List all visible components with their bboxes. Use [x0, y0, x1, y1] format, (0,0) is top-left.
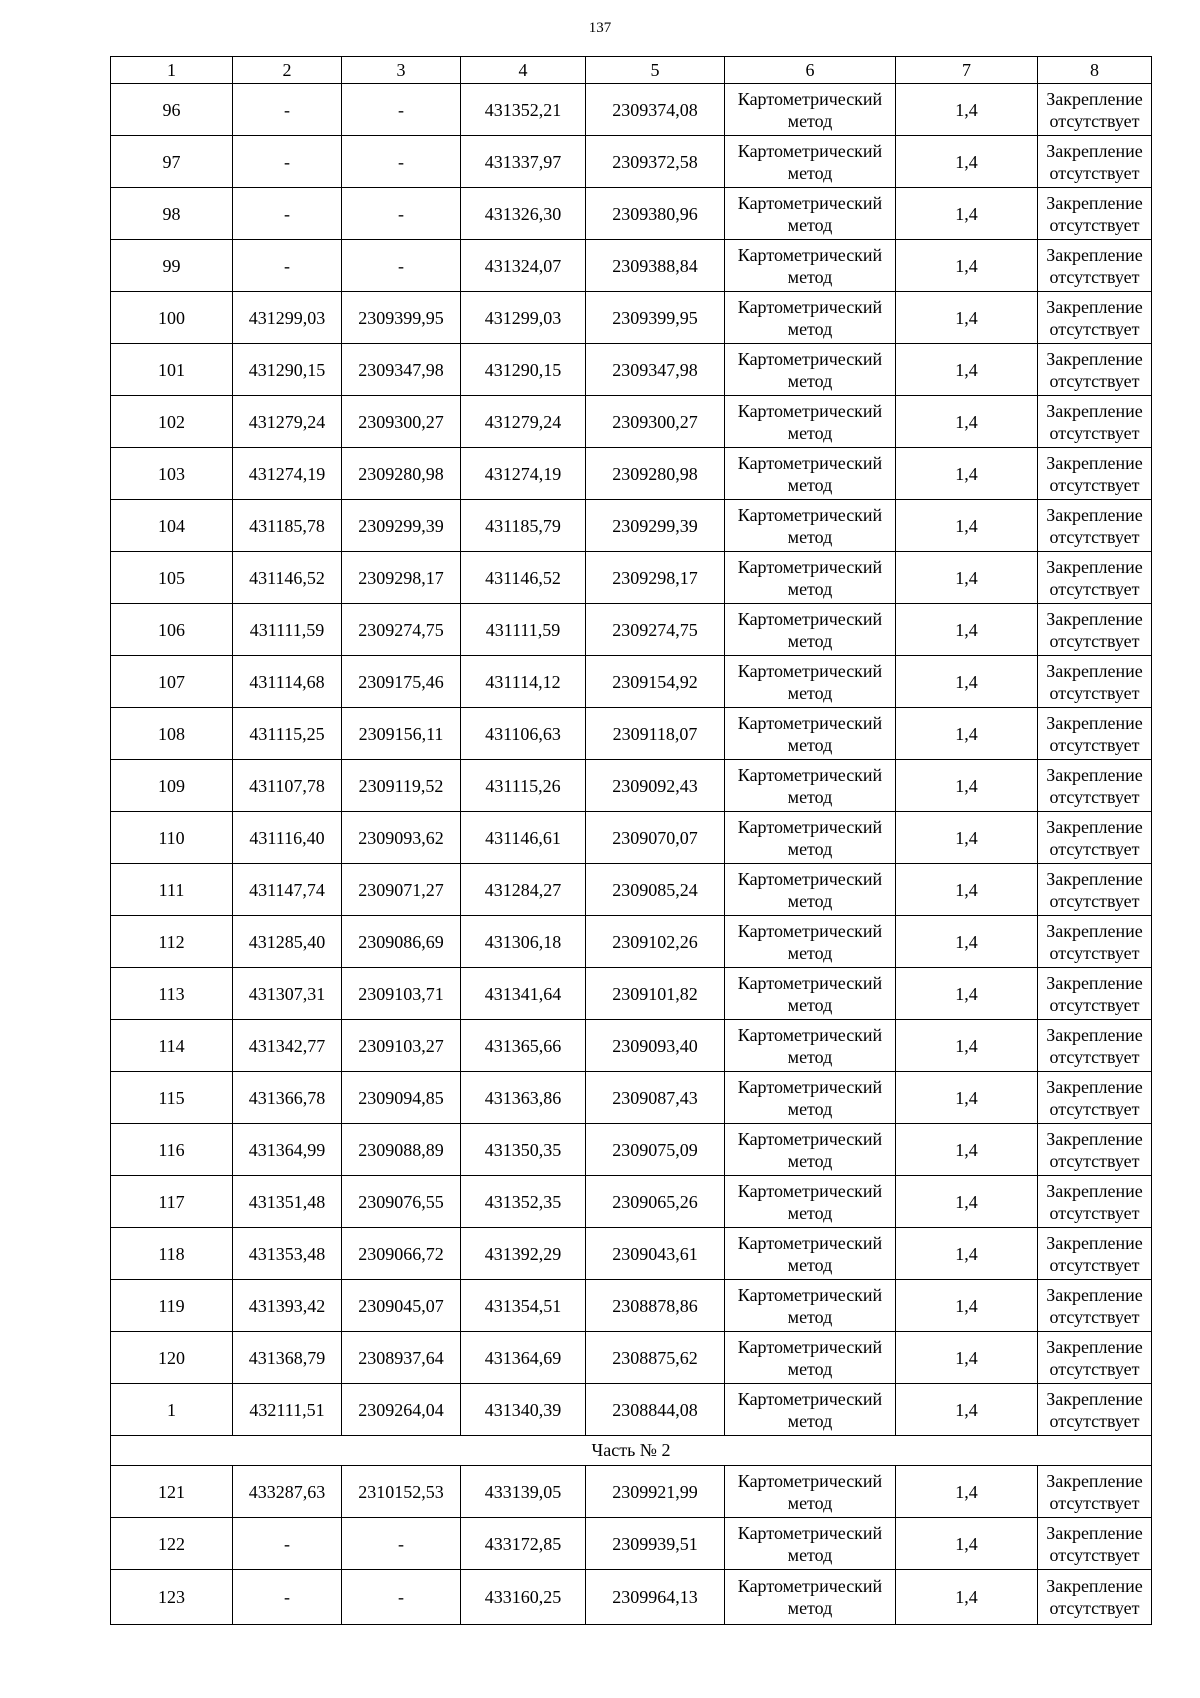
new-y-cell: 2309374,08 — [586, 84, 725, 136]
fixing-cell: Закрепление отсутствует — [1038, 396, 1152, 448]
old-x-cell: - — [233, 240, 342, 292]
accuracy-cell: 1,4 — [896, 552, 1038, 604]
table-row — [111, 1228, 1152, 1280]
new-x-cell: 433172,85 — [461, 1518, 586, 1570]
accuracy-cell: 1,4 — [896, 1124, 1038, 1176]
old-y-cell: - — [342, 84, 461, 136]
method-cell: Картометрический метод — [725, 708, 896, 760]
old-x-cell: 431364,99 — [233, 1124, 342, 1176]
column-header: 1 — [111, 57, 233, 84]
method-cell: Картометрический метод — [725, 1176, 896, 1228]
method-cell: Картометрический метод — [725, 500, 896, 552]
old-x-cell: 431342,77 — [233, 1020, 342, 1072]
new-y-cell: 2309075,09 — [586, 1124, 725, 1176]
old-y-cell: 2309045,07 — [342, 1280, 461, 1332]
new-x-cell: 431111,59 — [461, 604, 586, 656]
new-y-cell: 2309093,40 — [586, 1020, 725, 1072]
table-row — [111, 344, 1152, 396]
accuracy-cell: 1,4 — [896, 188, 1038, 240]
table-row — [111, 916, 1152, 968]
old-x-cell: 431307,31 — [233, 968, 342, 1020]
fixing-cell: Закрепление отсутствует — [1038, 500, 1152, 552]
old-x-cell: 431116,40 — [233, 812, 342, 864]
point-number-cell: 120 — [111, 1332, 233, 1384]
accuracy-cell: 1,4 — [896, 968, 1038, 1020]
accuracy-cell: 1,4 — [896, 760, 1038, 812]
old-x-cell: 431114,68 — [233, 656, 342, 708]
column-header: 5 — [586, 57, 725, 84]
column-header: 7 — [896, 57, 1038, 84]
old-y-cell: 2309299,39 — [342, 500, 461, 552]
old-x-cell: 431285,40 — [233, 916, 342, 968]
table-row — [111, 1280, 1152, 1332]
new-x-cell: 431352,35 — [461, 1176, 586, 1228]
old-x-cell: 431351,48 — [233, 1176, 342, 1228]
accuracy-cell: 1,4 — [896, 84, 1038, 136]
column-header: 6 — [725, 57, 896, 84]
fixing-cell: Закрепление отсутствует — [1038, 1228, 1152, 1280]
fixing-cell: Закрепление отсутствует — [1038, 1280, 1152, 1332]
fixing-cell: Закрепление отсутствует — [1038, 1332, 1152, 1384]
fixing-cell: Закрепление отсутствует — [1038, 344, 1152, 396]
table-row — [111, 760, 1152, 812]
old-x-cell: 431279,24 — [233, 396, 342, 448]
accuracy-cell: 1,4 — [896, 344, 1038, 396]
new-y-cell: 2309085,24 — [586, 864, 725, 916]
old-x-cell: 431290,15 — [233, 344, 342, 396]
new-x-cell: 431299,03 — [461, 292, 586, 344]
point-number-cell: 96 — [111, 84, 233, 136]
old-y-cell: 2309066,72 — [342, 1228, 461, 1280]
new-y-cell: 2308875,62 — [586, 1332, 725, 1384]
accuracy-cell: 1,4 — [896, 1228, 1038, 1280]
fixing-cell: Закрепление отсутствует — [1038, 1124, 1152, 1176]
new-y-cell: 2309372,58 — [586, 136, 725, 188]
old-x-cell: 431366,78 — [233, 1072, 342, 1124]
new-x-cell: 431354,51 — [461, 1280, 586, 1332]
fixing-cell: Закрепление отсутствует — [1038, 604, 1152, 656]
new-y-cell: 2309070,07 — [586, 812, 725, 864]
accuracy-cell: 1,4 — [896, 1384, 1038, 1436]
table-row — [111, 136, 1152, 188]
old-y-cell: - — [342, 1570, 461, 1625]
table-row — [111, 812, 1152, 864]
new-x-cell: 431274,19 — [461, 448, 586, 500]
old-y-cell: 2309103,27 — [342, 1020, 461, 1072]
point-number-cell: 121 — [111, 1466, 233, 1518]
new-x-cell: 431306,18 — [461, 916, 586, 968]
table-row — [111, 500, 1152, 552]
new-x-cell: 431185,79 — [461, 500, 586, 552]
fixing-cell: Закрепление отсутствует — [1038, 708, 1152, 760]
accuracy-cell: 1,4 — [896, 136, 1038, 188]
table-row — [111, 968, 1152, 1020]
point-number-cell: 110 — [111, 812, 233, 864]
new-y-cell: 2309118,07 — [586, 708, 725, 760]
new-y-cell: 2309101,82 — [586, 968, 725, 1020]
fixing-cell: Закрепление отсутствует — [1038, 1072, 1152, 1124]
new-y-cell: 2309298,17 — [586, 552, 725, 604]
old-y-cell: 2309088,89 — [342, 1124, 461, 1176]
old-x-cell: 431147,74 — [233, 864, 342, 916]
fixing-cell: Закрепление отсутствует — [1038, 448, 1152, 500]
old-y-cell: - — [342, 1518, 461, 1570]
method-cell: Картометрический метод — [725, 1570, 896, 1625]
fixing-cell: Закрепление отсутствует — [1038, 656, 1152, 708]
old-y-cell: 2309119,52 — [342, 760, 461, 812]
new-x-cell: 431341,64 — [461, 968, 586, 1020]
method-cell: Картометрический метод — [725, 1466, 896, 1518]
new-x-cell: 431146,61 — [461, 812, 586, 864]
table-row — [111, 396, 1152, 448]
new-x-cell: 431290,15 — [461, 344, 586, 396]
point-number-cell: 104 — [111, 500, 233, 552]
method-cell: Картометрический метод — [725, 292, 896, 344]
column-header: 2 — [233, 57, 342, 84]
new-x-cell: 431324,07 — [461, 240, 586, 292]
old-x-cell: 431115,25 — [233, 708, 342, 760]
table-row — [111, 1466, 1152, 1518]
new-x-cell: 431326,30 — [461, 188, 586, 240]
point-number-cell: 102 — [111, 396, 233, 448]
accuracy-cell: 1,4 — [896, 1466, 1038, 1518]
method-cell: Картометрический метод — [725, 1384, 896, 1436]
point-number-cell: 111 — [111, 864, 233, 916]
fixing-cell: Закрепление отсутствует — [1038, 84, 1152, 136]
table-row — [111, 552, 1152, 604]
accuracy-cell: 1,4 — [896, 1280, 1038, 1332]
new-x-cell: 431352,21 — [461, 84, 586, 136]
old-x-cell: - — [233, 1570, 342, 1625]
new-y-cell: 2308878,86 — [586, 1280, 725, 1332]
new-y-cell: 2309102,26 — [586, 916, 725, 968]
new-y-cell: 2309300,27 — [586, 396, 725, 448]
point-number-cell: 123 — [111, 1570, 233, 1625]
point-number-cell: 113 — [111, 968, 233, 1020]
old-y-cell: 2310152,53 — [342, 1466, 461, 1518]
new-y-cell: 2309388,84 — [586, 240, 725, 292]
point-number-cell: 105 — [111, 552, 233, 604]
table-row — [111, 1384, 1152, 1436]
old-y-cell: 2309071,27 — [342, 864, 461, 916]
fixing-cell: Закрепление отсутствует — [1038, 1466, 1152, 1518]
new-x-cell: 433160,25 — [461, 1570, 586, 1625]
old-x-cell: 431111,59 — [233, 604, 342, 656]
section-row — [111, 1436, 1152, 1466]
table-row — [111, 1570, 1152, 1625]
old-y-cell: 2309076,55 — [342, 1176, 461, 1228]
accuracy-cell: 1,4 — [896, 604, 1038, 656]
fixing-cell: Закрепление отсутствует — [1038, 812, 1152, 864]
old-x-cell: - — [233, 1518, 342, 1570]
old-x-cell: 431353,48 — [233, 1228, 342, 1280]
old-y-cell: 2309280,98 — [342, 448, 461, 500]
accuracy-cell: 1,4 — [896, 240, 1038, 292]
method-cell: Картометрический метод — [725, 656, 896, 708]
old-y-cell: 2309156,11 — [342, 708, 461, 760]
old-x-cell: - — [233, 136, 342, 188]
new-y-cell: 2309092,43 — [586, 760, 725, 812]
table-row — [111, 1332, 1152, 1384]
fixing-cell: Закрепление отсутствует — [1038, 240, 1152, 292]
method-cell: Картометрический метод — [725, 240, 896, 292]
accuracy-cell: 1,4 — [896, 396, 1038, 448]
old-y-cell: 2309274,75 — [342, 604, 461, 656]
method-cell: Картометрический метод — [725, 604, 896, 656]
coordinates-table — [110, 56, 1152, 1625]
method-cell: Картометрический метод — [725, 1518, 896, 1570]
method-cell: Картометрический метод — [725, 916, 896, 968]
column-header: 3 — [342, 57, 461, 84]
point-number-cell: 107 — [111, 656, 233, 708]
table-row — [111, 292, 1152, 344]
table-row — [111, 1518, 1152, 1570]
accuracy-cell: 1,4 — [896, 1570, 1038, 1625]
new-y-cell: 2309087,43 — [586, 1072, 725, 1124]
fixing-cell: Закрепление отсутствует — [1038, 552, 1152, 604]
old-y-cell: 2309103,71 — [342, 968, 461, 1020]
fixing-cell: Закрепление отсутствует — [1038, 136, 1152, 188]
new-x-cell: 431392,29 — [461, 1228, 586, 1280]
old-y-cell: 2309094,85 — [342, 1072, 461, 1124]
table-row — [111, 864, 1152, 916]
method-cell: Картометрический метод — [725, 448, 896, 500]
table-row — [111, 448, 1152, 500]
new-x-cell: 431279,24 — [461, 396, 586, 448]
table-row — [111, 240, 1152, 292]
new-y-cell: 2309280,98 — [586, 448, 725, 500]
column-header: 4 — [461, 57, 586, 84]
column-header: 8 — [1038, 57, 1152, 84]
new-y-cell: 2309274,75 — [586, 604, 725, 656]
point-number-cell: 112 — [111, 916, 233, 968]
old-x-cell: 433287,63 — [233, 1466, 342, 1518]
method-cell: Картометрический метод — [725, 1332, 896, 1384]
old-x-cell: 431146,52 — [233, 552, 342, 604]
table-row — [111, 1020, 1152, 1072]
point-number-cell: 1 — [111, 1384, 233, 1436]
old-x-cell: - — [233, 84, 342, 136]
method-cell: Картометрический метод — [725, 812, 896, 864]
accuracy-cell: 1,4 — [896, 500, 1038, 552]
accuracy-cell: 1,4 — [896, 656, 1038, 708]
table-body — [111, 57, 1152, 1625]
accuracy-cell: 1,4 — [896, 448, 1038, 500]
point-number-cell: 108 — [111, 708, 233, 760]
old-y-cell: - — [342, 136, 461, 188]
new-x-cell: 431363,86 — [461, 1072, 586, 1124]
old-x-cell: 431299,03 — [233, 292, 342, 344]
point-number-cell: 103 — [111, 448, 233, 500]
method-cell: Картометрический метод — [725, 1228, 896, 1280]
accuracy-cell: 1,4 — [896, 1020, 1038, 1072]
new-y-cell: 2308844,08 — [586, 1384, 725, 1436]
new-x-cell: 431350,35 — [461, 1124, 586, 1176]
point-number-cell: 99 — [111, 240, 233, 292]
old-y-cell: 2309086,69 — [342, 916, 461, 968]
table-row — [111, 656, 1152, 708]
new-x-cell: 431365,66 — [461, 1020, 586, 1072]
section-label: Часть № 2 — [111, 1436, 1152, 1466]
table-row — [111, 1176, 1152, 1228]
table-row — [111, 604, 1152, 656]
new-x-cell: 431106,63 — [461, 708, 586, 760]
point-number-cell: 101 — [111, 344, 233, 396]
fixing-cell: Закрепление отсутствует — [1038, 1570, 1152, 1625]
method-cell: Картометрический метод — [725, 396, 896, 448]
old-y-cell: - — [342, 188, 461, 240]
method-cell: Картометрический метод — [725, 1072, 896, 1124]
new-y-cell: 2309154,92 — [586, 656, 725, 708]
point-number-cell: 106 — [111, 604, 233, 656]
old-y-cell: 2308937,64 — [342, 1332, 461, 1384]
old-y-cell: 2309347,98 — [342, 344, 461, 396]
table-row — [111, 1072, 1152, 1124]
fixing-cell: Закрепление отсутствует — [1038, 1020, 1152, 1072]
point-number-cell: 118 — [111, 1228, 233, 1280]
old-x-cell: - — [233, 188, 342, 240]
old-y-cell: - — [342, 240, 461, 292]
table-row — [111, 84, 1152, 136]
method-cell: Картометрический метод — [725, 136, 896, 188]
old-y-cell: 2309399,95 — [342, 292, 461, 344]
point-number-cell: 109 — [111, 760, 233, 812]
method-cell: Картометрический метод — [725, 552, 896, 604]
new-x-cell: 431114,12 — [461, 656, 586, 708]
new-y-cell: 2309921,99 — [586, 1466, 725, 1518]
point-number-cell: 98 — [111, 188, 233, 240]
accuracy-cell: 1,4 — [896, 292, 1038, 344]
new-x-cell: 431146,52 — [461, 552, 586, 604]
point-number-cell: 119 — [111, 1280, 233, 1332]
fixing-cell: Закрепление отсутствует — [1038, 916, 1152, 968]
header-row — [111, 57, 1152, 84]
accuracy-cell: 1,4 — [896, 812, 1038, 864]
fixing-cell: Закрепление отсутствует — [1038, 292, 1152, 344]
accuracy-cell: 1,4 — [896, 1332, 1038, 1384]
old-x-cell: 431393,42 — [233, 1280, 342, 1332]
accuracy-cell: 1,4 — [896, 1518, 1038, 1570]
old-y-cell: 2309175,46 — [342, 656, 461, 708]
table-row — [111, 1124, 1152, 1176]
method-cell: Картометрический метод — [725, 344, 896, 396]
old-y-cell: 2309264,04 — [342, 1384, 461, 1436]
fixing-cell: Закрепление отсутствует — [1038, 1384, 1152, 1436]
old-x-cell: 431368,79 — [233, 1332, 342, 1384]
new-x-cell: 431364,69 — [461, 1332, 586, 1384]
table-row — [111, 188, 1152, 240]
method-cell: Картометрический метод — [725, 188, 896, 240]
method-cell: Картометрический метод — [725, 760, 896, 812]
old-y-cell: 2309300,27 — [342, 396, 461, 448]
new-y-cell: 2309347,98 — [586, 344, 725, 396]
method-cell: Картометрический метод — [725, 1280, 896, 1332]
method-cell: Картометрический метод — [725, 968, 896, 1020]
method-cell: Картометрический метод — [725, 864, 896, 916]
new-y-cell: 2309043,61 — [586, 1228, 725, 1280]
old-y-cell: 2309093,62 — [342, 812, 461, 864]
fixing-cell: Закрепление отсутствует — [1038, 864, 1152, 916]
point-number-cell: 117 — [111, 1176, 233, 1228]
page-number: 137 — [588, 20, 612, 36]
fixing-cell: Закрепление отсутствует — [1038, 1176, 1152, 1228]
point-number-cell: 114 — [111, 1020, 233, 1072]
method-cell: Картометрический метод — [725, 84, 896, 136]
old-x-cell: 432111,51 — [233, 1384, 342, 1436]
fixing-cell: Закрепление отсутствует — [1038, 188, 1152, 240]
fixing-cell: Закрепление отсутствует — [1038, 760, 1152, 812]
new-y-cell: 2309380,96 — [586, 188, 725, 240]
point-number-cell: 100 — [111, 292, 233, 344]
method-cell: Картометрический метод — [725, 1124, 896, 1176]
new-x-cell: 431284,27 — [461, 864, 586, 916]
point-number-cell: 97 — [111, 136, 233, 188]
new-y-cell: 2309299,39 — [586, 500, 725, 552]
point-number-cell: 116 — [111, 1124, 233, 1176]
new-x-cell: 431115,26 — [461, 760, 586, 812]
table-row — [111, 708, 1152, 760]
accuracy-cell: 1,4 — [896, 1072, 1038, 1124]
fixing-cell: Закрепление отсутствует — [1038, 968, 1152, 1020]
accuracy-cell: 1,4 — [896, 708, 1038, 760]
old-x-cell: 431274,19 — [233, 448, 342, 500]
point-number-cell: 115 — [111, 1072, 233, 1124]
old-x-cell: 431185,78 — [233, 500, 342, 552]
old-y-cell: 2309298,17 — [342, 552, 461, 604]
new-x-cell: 431337,97 — [461, 136, 586, 188]
new-x-cell: 431340,39 — [461, 1384, 586, 1436]
old-x-cell: 431107,78 — [233, 760, 342, 812]
fixing-cell: Закрепление отсутствует — [1038, 1518, 1152, 1570]
new-y-cell: 2309939,51 — [586, 1518, 725, 1570]
accuracy-cell: 1,4 — [896, 916, 1038, 968]
new-y-cell: 2309065,26 — [586, 1176, 725, 1228]
method-cell: Картометрический метод — [725, 1020, 896, 1072]
point-number-cell: 122 — [111, 1518, 233, 1570]
new-x-cell: 433139,05 — [461, 1466, 586, 1518]
new-y-cell: 2309964,13 — [586, 1570, 725, 1625]
accuracy-cell: 1,4 — [896, 864, 1038, 916]
accuracy-cell: 1,4 — [896, 1176, 1038, 1228]
new-y-cell: 2309399,95 — [586, 292, 725, 344]
